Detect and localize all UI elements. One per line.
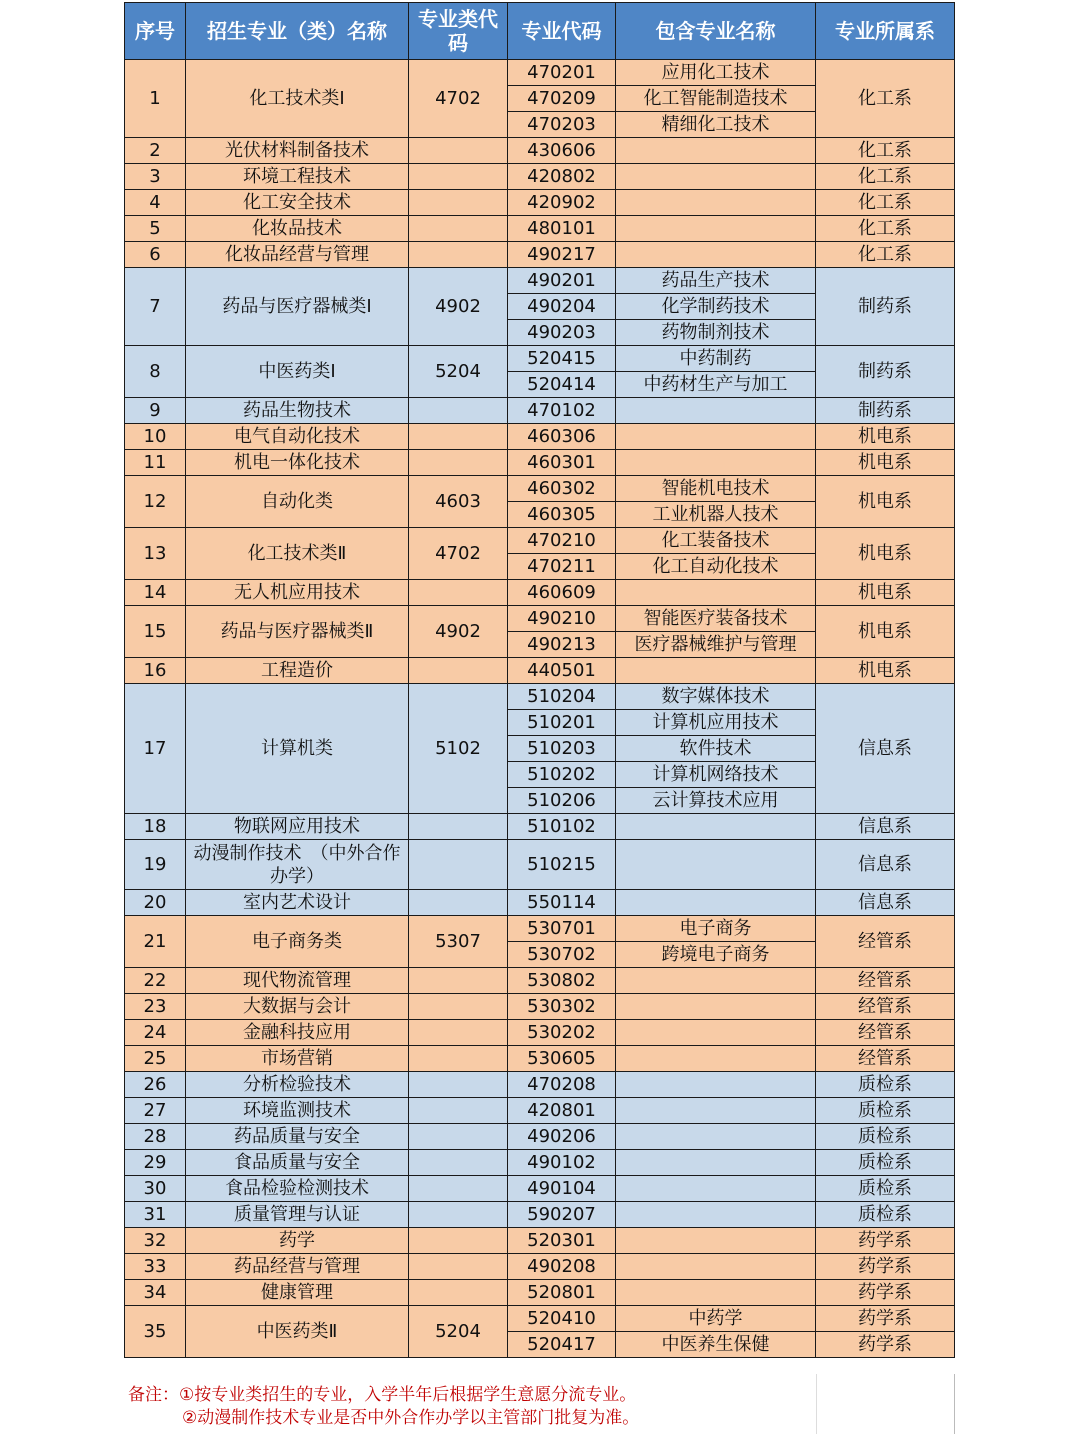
major-name-cell: 药品与医疗器械类Ⅱ — [186, 606, 409, 658]
included-major-cell — [616, 814, 816, 840]
seq-cell: 15 — [125, 606, 186, 658]
department-cell: 信息系 — [816, 840, 955, 890]
included-major-cell: 精细化工技术 — [616, 112, 816, 138]
included-major-cell: 化工自动化技术 — [616, 554, 816, 580]
major-name-cell: 金融科技应用 — [186, 1020, 409, 1046]
department-cell: 化工系 — [816, 216, 955, 242]
included-major-cell — [616, 994, 816, 1020]
major-name-cell: 环境工程技术 — [186, 164, 409, 190]
class-code-cell — [409, 242, 508, 268]
seq-cell: 6 — [125, 242, 186, 268]
included-major-cell: 软件技术 — [616, 736, 816, 762]
major-name-cell: 质量管理与认证 — [186, 1202, 409, 1228]
included-major-cell — [616, 398, 816, 424]
seq-cell: 16 — [125, 658, 186, 684]
major-code-cell: 510215 — [508, 840, 616, 890]
included-major-cell: 药品生产技术 — [616, 268, 816, 294]
class-code-cell — [409, 840, 508, 890]
table-row — [125, 606, 955, 632]
included-major-cell — [616, 1228, 816, 1254]
class-code-cell — [409, 190, 508, 216]
seq-cell: 14 — [125, 580, 186, 606]
major-code-cell: 510102 — [508, 814, 616, 840]
seq-cell: 26 — [125, 1072, 186, 1098]
class-code-cell: 4902 — [409, 606, 508, 658]
department-cell: 药学系 — [816, 1306, 955, 1332]
major-code-cell: 460609 — [508, 580, 616, 606]
seq-cell: 19 — [125, 840, 186, 890]
footnote-2: ②动漫制作技术专业是否中外合作办学以主管部门批复为准。 — [182, 1408, 640, 1428]
included-major-cell: 中药材生产与加工 — [616, 372, 816, 398]
included-major-cell: 化学制药技术 — [616, 294, 816, 320]
seq-cell: 12 — [125, 476, 186, 528]
major-name-cell: 工程造价 — [186, 658, 409, 684]
table-row — [125, 346, 955, 372]
included-major-cell — [616, 1254, 816, 1280]
major-code-cell: 490204 — [508, 294, 616, 320]
class-code-cell — [409, 994, 508, 1020]
class-code-cell — [409, 1150, 508, 1176]
class-code-cell — [409, 1176, 508, 1202]
included-major-cell: 医疗器械维护与管理 — [616, 632, 816, 658]
major-name-cell: 食品检验检测技术 — [186, 1176, 409, 1202]
included-major-cell — [616, 1020, 816, 1046]
seq-cell: 30 — [125, 1176, 186, 1202]
major-code-cell: 490208 — [508, 1254, 616, 1280]
table-row — [125, 1176, 955, 1202]
major-name-cell: 中医药类Ⅰ — [186, 346, 409, 398]
class-code-cell — [409, 1124, 508, 1150]
included-major-cell: 化工装备技术 — [616, 528, 816, 554]
major-name-cell: 机电一体化技术 — [186, 450, 409, 476]
class-code-cell — [409, 164, 508, 190]
major-name-cell: 药学 — [186, 1228, 409, 1254]
major-code-cell: 470203 — [508, 112, 616, 138]
included-major-cell: 工业机器人技术 — [616, 502, 816, 528]
table-row — [125, 1098, 955, 1124]
table-header-row — [125, 3, 955, 60]
major-name-cell: 无人机应用技术 — [186, 580, 409, 606]
table-row — [125, 1046, 955, 1072]
major-code-cell: 440501 — [508, 658, 616, 684]
seq-cell: 32 — [125, 1228, 186, 1254]
table-row — [125, 450, 955, 476]
seq-cell: 20 — [125, 890, 186, 916]
major-code-cell: 530702 — [508, 942, 616, 968]
included-major-cell — [616, 1046, 816, 1072]
table-row — [125, 840, 955, 890]
seq-cell: 34 — [125, 1280, 186, 1306]
department-cell: 化工系 — [816, 138, 955, 164]
seq-cell: 11 — [125, 450, 186, 476]
included-major-cell — [616, 580, 816, 606]
major-code-cell: 530701 — [508, 916, 616, 942]
header-major-code: 专业代码 — [508, 3, 616, 60]
seq-cell: 33 — [125, 1254, 186, 1280]
class-code-cell — [409, 138, 508, 164]
major-code-cell: 470210 — [508, 528, 616, 554]
department-cell: 信息系 — [816, 890, 955, 916]
included-major-cell: 药物制剂技术 — [616, 320, 816, 346]
seq-cell: 7 — [125, 268, 186, 346]
department-cell: 质检系 — [816, 1176, 955, 1202]
included-major-cell: 云计算技术应用 — [616, 788, 816, 814]
table-row — [125, 994, 955, 1020]
major-code-cell: 470201 — [508, 60, 616, 86]
major-code-cell: 420902 — [508, 190, 616, 216]
department-cell: 机电系 — [816, 476, 955, 528]
department-cell: 经管系 — [816, 968, 955, 994]
class-code-cell — [409, 1254, 508, 1280]
class-code-cell: 4902 — [409, 268, 508, 346]
major-code-cell: 510201 — [508, 710, 616, 736]
table-row — [125, 1306, 955, 1332]
department-cell: 制药系 — [816, 268, 955, 346]
table-row — [125, 658, 955, 684]
major-name-cell: 中医药类Ⅱ — [186, 1306, 409, 1358]
department-cell: 机电系 — [816, 606, 955, 658]
table-row — [125, 890, 955, 916]
included-major-cell — [616, 190, 816, 216]
department-cell: 信息系 — [816, 684, 955, 814]
department-cell: 药学系 — [816, 1280, 955, 1306]
department-cell: 机电系 — [816, 658, 955, 684]
seq-cell: 3 — [125, 164, 186, 190]
seq-cell: 8 — [125, 346, 186, 398]
table-row — [125, 138, 955, 164]
header-department: 专业所属系 — [816, 3, 955, 60]
department-cell: 机电系 — [816, 450, 955, 476]
table-row — [125, 164, 955, 190]
seq-cell: 23 — [125, 994, 186, 1020]
included-major-cell — [616, 450, 816, 476]
major-code-cell: 550114 — [508, 890, 616, 916]
major-code-cell: 490206 — [508, 1124, 616, 1150]
seq-cell: 18 — [125, 814, 186, 840]
major-code-cell: 530605 — [508, 1046, 616, 1072]
table-row — [125, 190, 955, 216]
major-code-cell: 470211 — [508, 554, 616, 580]
major-code-cell: 510202 — [508, 762, 616, 788]
table-row — [125, 1124, 955, 1150]
included-major-cell: 智能机电技术 — [616, 476, 816, 502]
class-code-cell: 5204 — [409, 346, 508, 398]
class-code-cell — [409, 890, 508, 916]
class-code-cell: 4603 — [409, 476, 508, 528]
major-code-cell: 490102 — [508, 1150, 616, 1176]
department-cell: 化工系 — [816, 60, 955, 138]
major-code-cell: 490210 — [508, 606, 616, 632]
major-code-cell: 490217 — [508, 242, 616, 268]
major-code-cell: 490203 — [508, 320, 616, 346]
major-name-cell: 食品质量与安全 — [186, 1150, 409, 1176]
class-code-cell — [409, 814, 508, 840]
table-row — [125, 814, 955, 840]
major-name-cell: 现代物流管理 — [186, 968, 409, 994]
class-code-cell — [409, 1046, 508, 1072]
class-code-cell — [409, 1072, 508, 1098]
class-code-cell: 5307 — [409, 916, 508, 968]
included-major-cell — [616, 242, 816, 268]
department-cell: 质检系 — [816, 1124, 955, 1150]
department-cell: 机电系 — [816, 580, 955, 606]
major-name-cell: 化妆品经营与管理 — [186, 242, 409, 268]
major-code-cell: 510206 — [508, 788, 616, 814]
table-row — [125, 476, 955, 502]
included-major-cell — [616, 164, 816, 190]
major-code-cell: 460301 — [508, 450, 616, 476]
major-name-cell: 分析检验技术 — [186, 1072, 409, 1098]
major-name-cell: 化工安全技术 — [186, 190, 409, 216]
major-name-cell: 自动化类 — [186, 476, 409, 528]
included-major-cell: 中药学 — [616, 1306, 816, 1332]
seq-cell: 25 — [125, 1046, 186, 1072]
major-code-cell: 460305 — [508, 502, 616, 528]
class-code-cell — [409, 450, 508, 476]
major-code-cell: 530202 — [508, 1020, 616, 1046]
table-row — [125, 60, 955, 86]
department-cell: 机电系 — [816, 528, 955, 580]
department-cell: 制药系 — [816, 398, 955, 424]
seq-cell: 9 — [125, 398, 186, 424]
class-code-cell — [409, 216, 508, 242]
seq-cell: 24 — [125, 1020, 186, 1046]
major-name-cell: 市场营销 — [186, 1046, 409, 1072]
table-row — [125, 1202, 955, 1228]
table-row — [125, 968, 955, 994]
class-code-cell — [409, 1020, 508, 1046]
table-row — [125, 268, 955, 294]
seq-cell: 31 — [125, 1202, 186, 1228]
department-cell: 质检系 — [816, 1072, 955, 1098]
major-code-cell: 460306 — [508, 424, 616, 450]
department-cell: 信息系 — [816, 814, 955, 840]
class-code-cell — [409, 1280, 508, 1306]
major-code-cell: 490213 — [508, 632, 616, 658]
major-code-cell: 460302 — [508, 476, 616, 502]
included-major-cell: 应用化工技术 — [616, 60, 816, 86]
department-cell: 经管系 — [816, 994, 955, 1020]
major-name-cell: 电子商务类 — [186, 916, 409, 968]
seq-cell: 4 — [125, 190, 186, 216]
included-major-cell: 计算机应用技术 — [616, 710, 816, 736]
class-code-cell: 4702 — [409, 528, 508, 580]
department-cell: 化工系 — [816, 164, 955, 190]
table-row — [125, 1280, 955, 1306]
footnote-divider — [816, 1374, 817, 1434]
seq-cell: 29 — [125, 1150, 186, 1176]
included-major-cell: 中药制药 — [616, 346, 816, 372]
table-row — [125, 580, 955, 606]
department-cell: 药学系 — [816, 1332, 955, 1358]
seq-cell: 10 — [125, 424, 186, 450]
major-code-cell: 520410 — [508, 1306, 616, 1332]
seq-cell: 17 — [125, 684, 186, 814]
major-code-cell: 420801 — [508, 1098, 616, 1124]
major-name-cell: 化妆品技术 — [186, 216, 409, 242]
included-major-cell: 跨境电子商务 — [616, 942, 816, 968]
table-row — [125, 1020, 955, 1046]
included-major-cell — [616, 1124, 816, 1150]
table-row — [125, 684, 955, 710]
seq-cell: 5 — [125, 216, 186, 242]
included-major-cell — [616, 1280, 816, 1306]
major-name-cell: 药品与医疗器械类Ⅰ — [186, 268, 409, 346]
included-major-cell: 化工智能制造技术 — [616, 86, 816, 112]
class-code-cell — [409, 580, 508, 606]
department-cell: 经管系 — [816, 1046, 955, 1072]
table-row — [125, 1254, 955, 1280]
header-seq: 序号 — [125, 3, 186, 60]
department-cell: 质检系 — [816, 1202, 955, 1228]
major-code-cell: 590207 — [508, 1202, 616, 1228]
department-cell: 机电系 — [816, 424, 955, 450]
major-name-cell: 电气自动化技术 — [186, 424, 409, 450]
table-row — [125, 528, 955, 554]
included-major-cell — [616, 968, 816, 994]
seq-cell: 27 — [125, 1098, 186, 1124]
seq-cell: 21 — [125, 916, 186, 968]
class-code-cell: 4702 — [409, 60, 508, 138]
department-cell: 质检系 — [816, 1098, 955, 1124]
included-major-cell: 电子商务 — [616, 916, 816, 942]
major-code-cell: 520301 — [508, 1228, 616, 1254]
major-code-cell: 520417 — [508, 1332, 616, 1358]
table-row — [125, 1228, 955, 1254]
major-name-cell: 化工技术类Ⅰ — [186, 60, 409, 138]
major-name-cell: 化工技术类Ⅱ — [186, 528, 409, 580]
major-name-cell: 健康管理 — [186, 1280, 409, 1306]
admissions-table-sheet — [124, 2, 954, 1358]
seq-cell: 22 — [125, 968, 186, 994]
seq-cell: 35 — [125, 1306, 186, 1358]
table-row — [125, 916, 955, 942]
department-cell: 药学系 — [816, 1228, 955, 1254]
major-code-cell: 510204 — [508, 684, 616, 710]
major-name-cell: 动漫制作技术 （中外合作办学） — [186, 840, 409, 890]
major-name-cell: 药品质量与安全 — [186, 1124, 409, 1150]
seq-cell: 1 — [125, 60, 186, 138]
major-code-cell: 470209 — [508, 86, 616, 112]
included-major-cell: 计算机网络技术 — [616, 762, 816, 788]
department-cell: 化工系 — [816, 242, 955, 268]
major-code-cell: 420802 — [508, 164, 616, 190]
header-major-name: 招生专业（类）名称 — [186, 3, 409, 60]
department-cell: 制药系 — [816, 346, 955, 398]
major-name-cell: 光伏材料制备技术 — [186, 138, 409, 164]
table-row — [125, 1072, 955, 1098]
class-code-cell — [409, 424, 508, 450]
table-row — [125, 424, 955, 450]
department-cell: 经管系 — [816, 1020, 955, 1046]
included-major-cell — [616, 1202, 816, 1228]
included-major-cell — [616, 138, 816, 164]
class-code-cell — [409, 968, 508, 994]
class-code-cell — [409, 1098, 508, 1124]
class-code-cell — [409, 658, 508, 684]
department-cell: 化工系 — [816, 190, 955, 216]
included-major-cell — [616, 424, 816, 450]
major-code-cell: 480101 — [508, 216, 616, 242]
major-code-cell: 530302 — [508, 994, 616, 1020]
major-code-cell: 490104 — [508, 1176, 616, 1202]
major-name-cell: 大数据与会计 — [186, 994, 409, 1020]
majors-table — [124, 2, 955, 1358]
included-major-cell — [616, 216, 816, 242]
major-code-cell: 430606 — [508, 138, 616, 164]
major-code-cell: 470102 — [508, 398, 616, 424]
major-name-cell: 室内艺术设计 — [186, 890, 409, 916]
department-cell: 经管系 — [816, 916, 955, 968]
major-name-cell: 物联网应用技术 — [186, 814, 409, 840]
header-class-code: 专业类代码 — [409, 3, 508, 60]
major-name-cell: 环境监测技术 — [186, 1098, 409, 1124]
table-body — [125, 60, 955, 1358]
included-major-cell: 中医养生保健 — [616, 1332, 816, 1358]
footnote-1: 备注：①按专业类招生的专业，入学半年后根据学生意愿分流专业。 — [128, 1385, 637, 1405]
included-major-cell — [616, 840, 816, 890]
major-code-cell: 520415 — [508, 346, 616, 372]
major-name-cell: 药品经营与管理 — [186, 1254, 409, 1280]
major-code-cell: 520801 — [508, 1280, 616, 1306]
footnotes — [124, 1374, 955, 1434]
included-major-cell — [616, 1098, 816, 1124]
class-code-cell — [409, 1202, 508, 1228]
class-code-cell — [409, 1228, 508, 1254]
table-row — [125, 242, 955, 268]
included-major-cell — [616, 1176, 816, 1202]
seq-cell: 28 — [125, 1124, 186, 1150]
header-included-majors: 包含专业名称 — [616, 3, 816, 60]
included-major-cell: 数字媒体技术 — [616, 684, 816, 710]
seq-cell: 13 — [125, 528, 186, 580]
class-code-cell: 5102 — [409, 684, 508, 814]
table-row — [125, 398, 955, 424]
class-code-cell: 5204 — [409, 1306, 508, 1358]
major-code-cell: 520414 — [508, 372, 616, 398]
major-name-cell: 计算机类 — [186, 684, 409, 814]
major-code-cell: 490201 — [508, 268, 616, 294]
included-major-cell — [616, 658, 816, 684]
seq-cell: 2 — [125, 138, 186, 164]
major-code-cell: 510203 — [508, 736, 616, 762]
class-code-cell — [409, 398, 508, 424]
included-major-cell — [616, 1072, 816, 1098]
table-row — [125, 216, 955, 242]
included-major-cell: 智能医疗装备技术 — [616, 606, 816, 632]
major-code-cell: 530802 — [508, 968, 616, 994]
major-code-cell: 470208 — [508, 1072, 616, 1098]
included-major-cell — [616, 1150, 816, 1176]
major-name-cell: 药品生物技术 — [186, 398, 409, 424]
included-major-cell — [616, 890, 816, 916]
table-row — [125, 1150, 955, 1176]
department-cell: 药学系 — [816, 1254, 955, 1280]
department-cell: 质检系 — [816, 1150, 955, 1176]
